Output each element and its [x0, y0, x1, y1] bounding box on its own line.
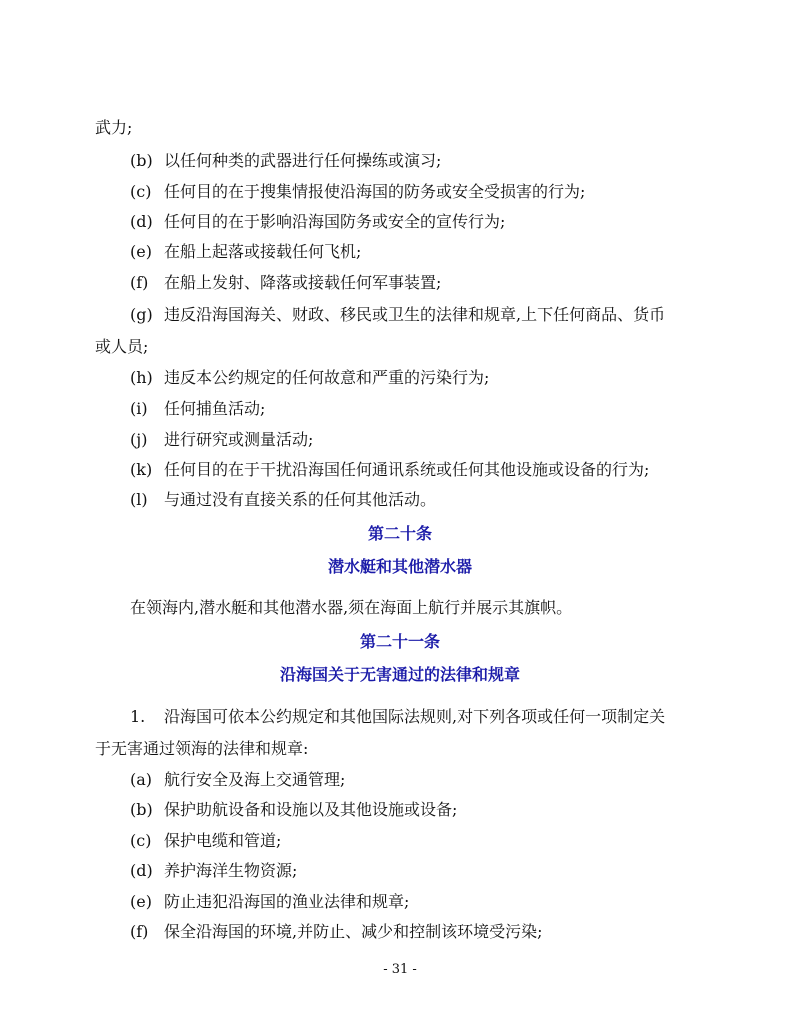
article-21-number: 第二十一条	[359, 632, 440, 651]
paragraph-number: 1.	[130, 707, 146, 726]
item-text: 养护海洋生物资源;	[164, 861, 298, 880]
item-marker: (k)	[130, 460, 153, 479]
item-text: 防止违犯沿海国的渔业法律和规章;	[164, 892, 410, 911]
item-marker: (d)	[130, 861, 153, 880]
item-marker: (i)	[130, 399, 148, 418]
item-text: 与通过没有直接关系的任何其他活动。	[164, 490, 437, 509]
article-21-title: 沿海国关于无害通过的法律和规章	[279, 665, 520, 684]
item-text: 进行研究或测量活动;	[164, 430, 314, 449]
article-21-paragraph-continuation: 于无害通过领海的法律和规章:	[95, 739, 309, 758]
item-marker: (l)	[130, 490, 148, 509]
article-20-body: 在领海内,潜水艇和其他潜水器,须在海面上航行并展示其旗帜。	[130, 598, 573, 617]
item-marker: (e)	[130, 892, 152, 911]
item-text: 以任何种类的武器进行任何操练或演习;	[164, 151, 442, 170]
item-text: 保全沿海国的环境,并防止、减少和控制该环境受污染;	[164, 922, 543, 941]
page-number: - 31 -	[383, 962, 417, 977]
item-text: 任何目的在于影响沿海国防务或安全的宣传行为;	[164, 212, 506, 231]
item-text: 在船上发射、降落或接载任何军事装置;	[164, 273, 442, 292]
item-marker: (c)	[130, 831, 152, 850]
paragraph-text: 沿海国可依本公约规定和其他国际法规则,对下列各项或任何一项制定关	[164, 707, 666, 726]
item-marker: (f)	[130, 922, 149, 941]
item-marker: (g)	[130, 305, 153, 324]
list-item-continuation: 或人员;	[95, 337, 149, 356]
item-marker: (a)	[130, 770, 153, 789]
item-marker: (e)	[130, 242, 152, 261]
item-text: 任何目的在于干扰沿海国任何通讯系统或任何其他设施或设备的行为;	[164, 460, 650, 479]
item-text: 违反本公约规定的任何故意和严重的污染行为;	[164, 368, 490, 387]
item-text: 在船上起落或接载任何飞机;	[164, 242, 362, 261]
item-text: 保护助航设备和设施以及其他设施或设备;	[164, 800, 458, 819]
continuation-text: 武力;	[95, 118, 133, 137]
item-marker: (f)	[130, 273, 149, 292]
item-text: 任何目的在于搜集情报使沿海国的防务或安全受损害的行为;	[164, 182, 586, 201]
article-20-number: 第二十条	[367, 524, 432, 543]
item-text: 任何捕鱼活动;	[164, 399, 266, 418]
item-marker: (j)	[130, 430, 148, 449]
item-marker: (b)	[130, 800, 153, 819]
item-text: 保护电缆和管道;	[164, 831, 282, 850]
item-marker: (c)	[130, 182, 152, 201]
item-text: 航行安全及海上交通管理;	[164, 770, 346, 789]
item-marker: (d)	[130, 212, 153, 231]
item-marker: (h)	[130, 368, 153, 387]
item-marker: (b)	[130, 151, 153, 170]
article-20-title: 潜水艇和其他潜水器	[327, 557, 472, 576]
item-text: 违反沿海国海关、财政、移民或卫生的法律和规章,上下任何商品、货币	[164, 305, 666, 324]
